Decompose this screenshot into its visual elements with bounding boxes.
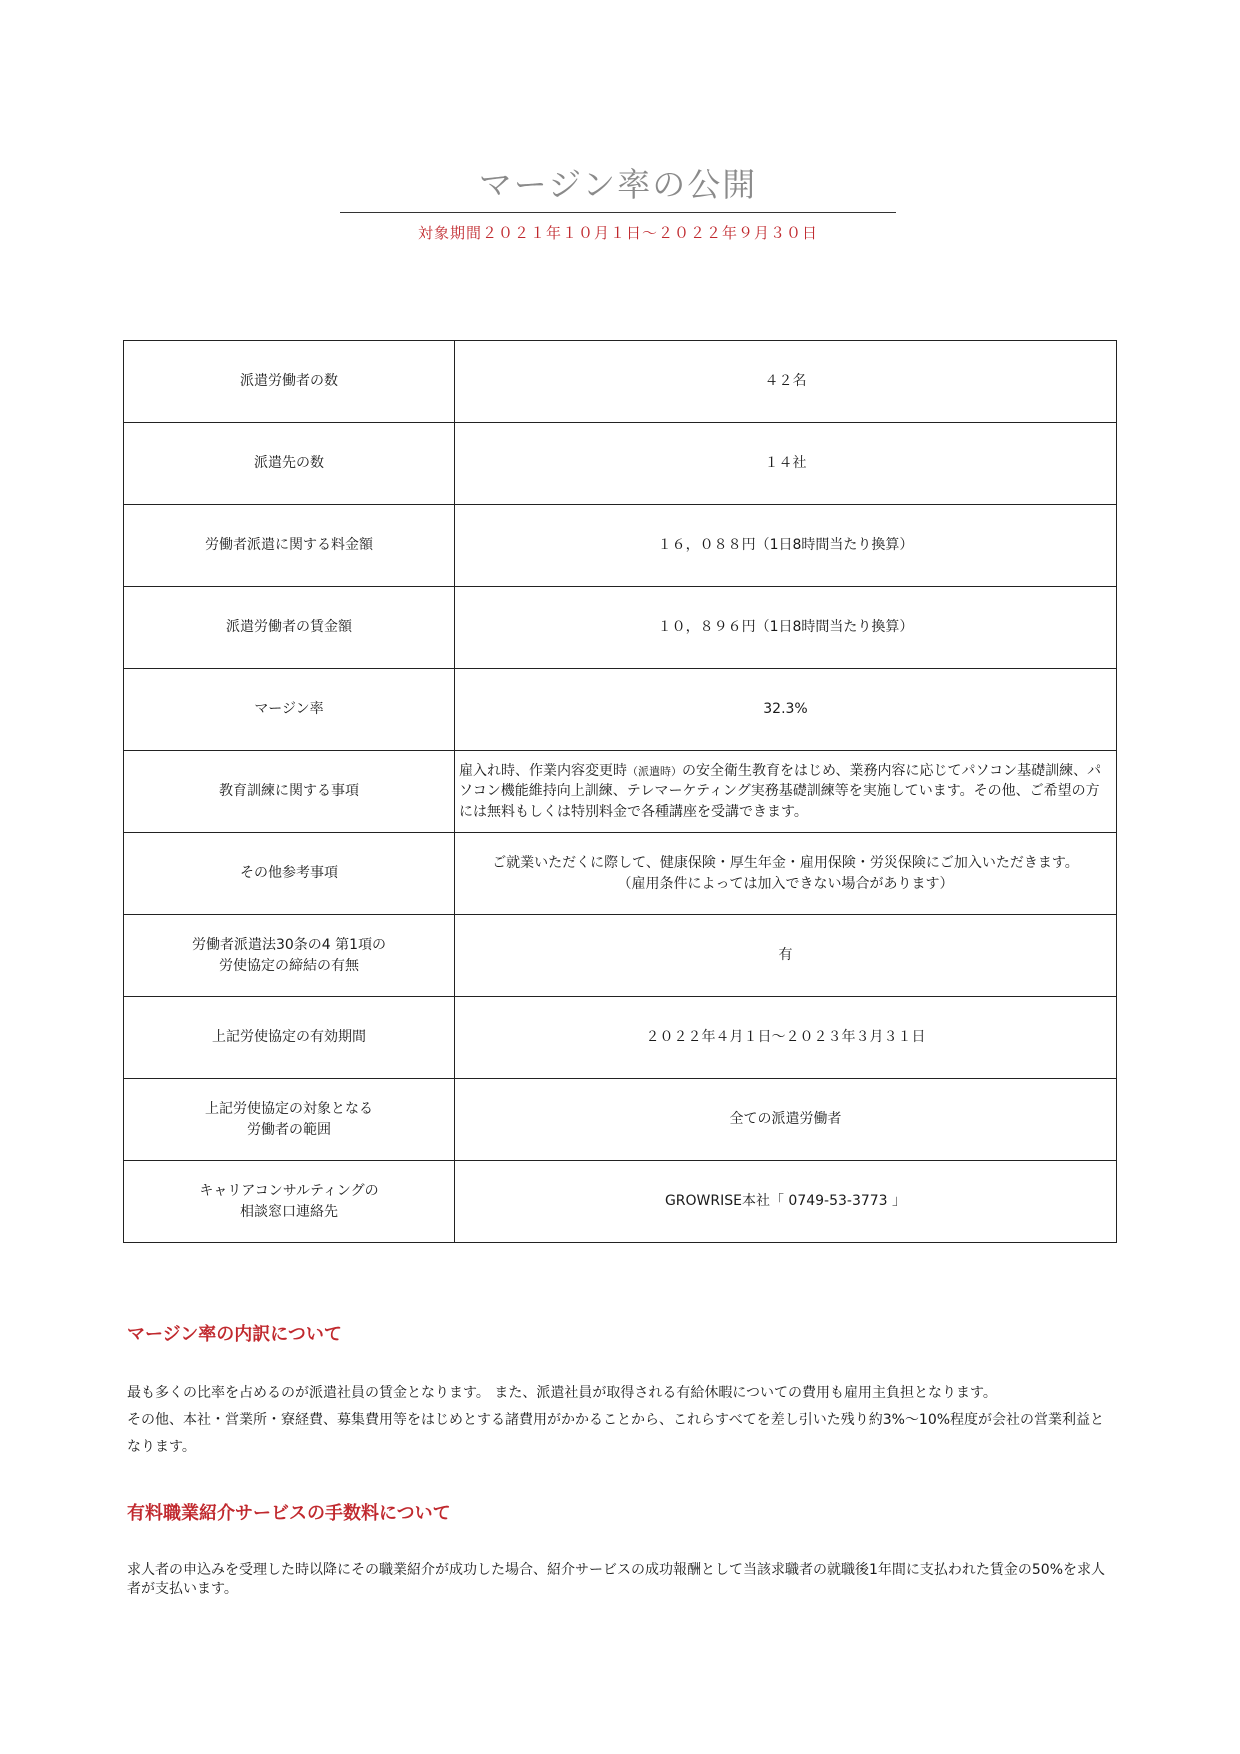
table-row (124, 505, 1117, 587)
row-value-client-count: １４社 (455, 423, 1117, 505)
row-value-agreement-scope: 全ての派遣労働者 (455, 1079, 1117, 1161)
row-value-margin-rate: 32.3% (455, 669, 1117, 751)
table-row (124, 587, 1117, 669)
section-body-placement-fee (127, 1561, 1117, 1599)
margin-info-table (123, 340, 1117, 1243)
training-text-pre: 雇入れ時、作業内容変更時 (459, 763, 627, 780)
paragraph: 求人者の申込みを受理した時以降にその職業紹介が成功した場合、紹介サービスの成功報酬として当該求職者の就職後1年間に支払われた賃金の50%を求人者が支払います。 (127, 1562, 1106, 1597)
table-row (124, 669, 1117, 751)
table-row (124, 1079, 1117, 1161)
row-value-labor-agreement: 有 (455, 915, 1117, 997)
row-label-margin-rate: マージン率 (124, 669, 455, 751)
row-label-other-notes: その他参考事項 (124, 833, 455, 915)
row-label-labor-agreement: 労働者派遣法30条の4 第1項の 労使協定の締結の有無 (124, 915, 455, 997)
row-value-career-contact: GROWRISE本社「 0749-53-3773 」 (455, 1161, 1117, 1243)
row-label-dispatch-workers: 派遣労働者の数 (124, 341, 455, 423)
row-label-agreement-period: 上記労使協定の有効期間 (124, 997, 455, 1079)
section-heading-margin-breakdown: マージン率の内訳について (127, 1324, 342, 1345)
title-block (340, 160, 896, 243)
row-label-wage: 派遣労働者の賃金額 (124, 587, 455, 669)
training-text-post: の安全衛生教育をはじめ、業務内容に応じてパソコン基礎訓練、パソコン機能維持向上訓練、テレマーケティング実務基礎訓練等を実施しています。その他、ご希望の方には無料もしくは特別料金で各種講座を受講できます。 (459, 763, 1102, 820)
table-row (124, 997, 1117, 1079)
training-text-small: （派遣時） (627, 765, 682, 779)
row-value-agreement-period: ２０２２年４月１日～２０２３年３月３１日 (455, 997, 1117, 1079)
row-value-dispatch-workers: ４２名 (455, 341, 1117, 423)
table-row (124, 915, 1117, 997)
row-value-other-notes: ご就業いただくに際して、健康保険・厚生年金・雇用保険・労災保険にご加入いただきます。 （雇用条件によっては加入できない場合があります） (455, 833, 1117, 915)
table-row (124, 341, 1117, 423)
row-label-client-count: 派遣先の数 (124, 423, 455, 505)
row-label-agreement-scope: 上記労使協定の対象となる 労働者の範囲 (124, 1079, 455, 1161)
table-row (124, 1161, 1117, 1243)
row-label-career-contact: キャリアコンサルティングの 相談窓口連絡先 (124, 1161, 455, 1243)
table-row (124, 751, 1117, 833)
row-label-dispatch-fee: 労働者派遣に関する料金額 (124, 505, 455, 587)
paragraph: 最も多くの比率を占めるのが派遣社員の賃金となります。 また、派遣社員が取得される有給休暇についての費用も雇用主負担となります。 (127, 1385, 997, 1401)
table-row (124, 833, 1117, 915)
row-label-training: 教育訓練に関する事項 (124, 751, 455, 833)
row-value-dispatch-fee: １６，０８８円（1日8時間当たり換算） (455, 505, 1117, 587)
section-body-margin-breakdown (127, 1380, 1117, 1461)
section-heading-placement-fee: 有料職業紹介サービスの手数料について (127, 1503, 451, 1524)
paragraph: その他、本社・営業所・寮経費、募集費用等をはじめとする諸費用がかかることから、これらすべてを差し引いた残り約3%～10%程度が会社の営業利益となります。 (127, 1412, 1105, 1455)
table-row (124, 423, 1117, 505)
row-value-training (455, 751, 1117, 833)
row-value-wage: １０，８９６円（1日8時間当たり換算） (455, 587, 1117, 669)
title-underline (340, 212, 896, 213)
target-period: 対象期間２０２１年１０月１日～２０２２年９月３０日 (417, 224, 818, 242)
page-title: マージン率の公開 (478, 165, 758, 204)
